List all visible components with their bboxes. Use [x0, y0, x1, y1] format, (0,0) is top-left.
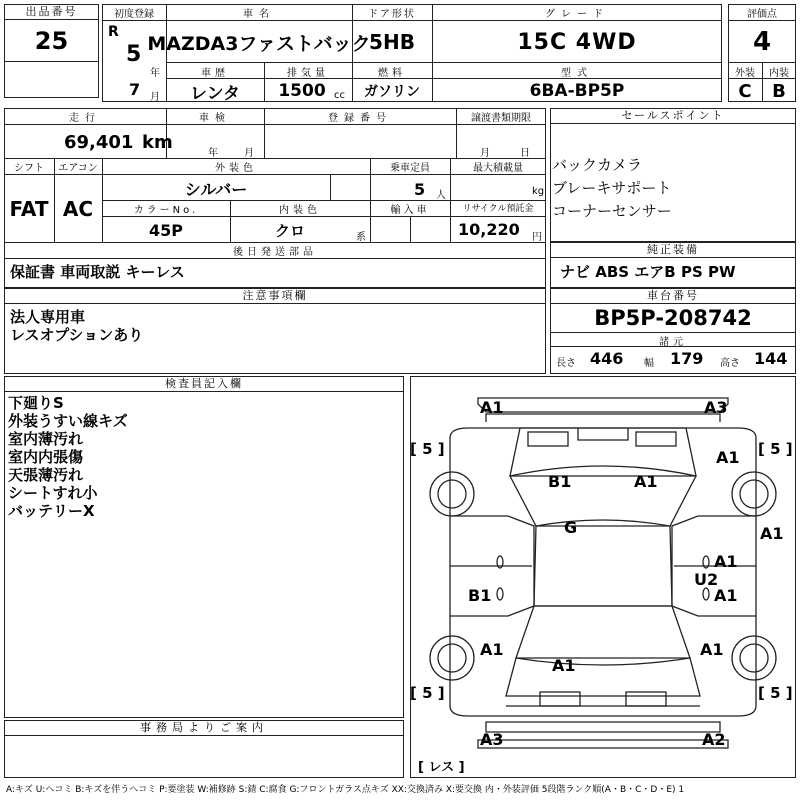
recycle-label: リサイクル預託金 — [462, 204, 534, 214]
damage-mark: A1 — [700, 640, 724, 659]
legend: A:キズ U:ヘコミ B:キズを伴うヘコミ P:要塗装 W:補修跡 S:錆 C:腐食 G:フロントガラス点キズ XX:交換済み X:要交換 内・外装評価 5段階ランク順(A・B・C・D・E) 1 — [6, 785, 685, 795]
inspector-list — [8, 394, 128, 520]
recycle-unit: 円 — [532, 232, 542, 243]
chassis-number: BP5P-208742 — [594, 306, 752, 330]
inspector-item: シートすれ小 — [8, 484, 98, 502]
shift-label: シフト — [14, 163, 44, 174]
ext-color: シルバー — [184, 179, 248, 199]
damage-mark: A1 — [634, 472, 658, 491]
ext-grade: C — [738, 80, 752, 102]
disp-label: 排気量 — [287, 68, 329, 79]
door-type: 5HB — [369, 30, 415, 54]
lot-number: 25 — [34, 27, 69, 55]
inspector-item: 室内薄汚れ — [8, 430, 84, 448]
import-label: 輸入車 — [390, 205, 430, 216]
auction-sheet — [4, 4, 796, 796]
history-label: 車歴 — [201, 68, 229, 79]
model-label: 型式 — [561, 68, 593, 79]
width: 179 — [670, 349, 704, 368]
transfer-label: 譲渡書類期限 — [471, 113, 531, 124]
spec-label: 諸元 — [659, 337, 687, 348]
int-color: クロ — [274, 221, 305, 240]
shift: FAT — [9, 196, 49, 221]
transfer-month: 月 — [480, 148, 490, 159]
grade-label: グレード — [545, 9, 609, 20]
note-item: 法人専用車 — [10, 308, 86, 326]
damage-mark: A1 — [714, 586, 738, 605]
hgt-label: 高さ — [720, 358, 740, 369]
inspector-item: 室内内張傷 — [8, 448, 84, 466]
color-number: 45P — [149, 220, 183, 240]
spare-tire: [ レス ] — [418, 760, 465, 775]
car-diagram — [410, 376, 796, 778]
later-label: 後日発送部品 — [233, 247, 317, 258]
tire-rear-right: [ 5 ] — [758, 684, 793, 702]
ac: AC — [62, 196, 94, 221]
note-item: レスオプションあり — [10, 326, 144, 344]
reg-month: 7 — [129, 80, 141, 99]
sales-item: バックカメラ — [552, 156, 643, 174]
inspector-item: 外装うすい線キズ — [8, 412, 128, 430]
inspect-year: 年 — [208, 148, 218, 159]
era: R — [108, 24, 119, 40]
damage-mark: B1 — [548, 472, 572, 491]
inspector-label: 検査員記入欄 — [4, 376, 404, 392]
reg-year: 5 — [126, 42, 142, 67]
reg-label: 初度登録 — [114, 9, 154, 20]
damage-mark: U2 — [694, 570, 719, 589]
door-label: ドア形状 — [368, 9, 416, 20]
damage-mark: A1 — [480, 640, 504, 659]
car-name: MAZDA3ファストバック — [147, 32, 371, 55]
tire-rear-left: [ 5 ] — [410, 684, 445, 702]
damage-mark: A1 — [716, 448, 740, 467]
length: 446 — [590, 349, 624, 368]
inspector-item: バッテリーX — [8, 502, 95, 520]
color-label: 外装色 — [215, 163, 257, 174]
inspect-label: 車検 — [199, 113, 231, 124]
wid-label: 幅 — [644, 358, 654, 369]
ext-label: 外装 — [735, 68, 755, 79]
damage-mark: G — [564, 518, 578, 537]
ac-label: エアコン — [58, 163, 98, 174]
equipment: ナビ ABS エアB PS PW — [560, 263, 736, 281]
int-label: 内装 — [769, 68, 789, 79]
seats-unit: 人 — [436, 190, 446, 201]
load-unit: kg — [532, 186, 545, 197]
damage-mark: A3 — [480, 730, 504, 749]
inspector-item: 天張薄汚れ — [8, 466, 84, 484]
disp-unit: cc — [334, 90, 345, 101]
intcolor-label: 内装色 — [279, 205, 321, 216]
month-unit: 月 — [150, 92, 160, 103]
grade: 15C 4WD — [517, 29, 637, 55]
damage-mark: A1 — [760, 524, 784, 543]
intcolor-unit: 系 — [356, 232, 366, 243]
sales-label: セールスポイント — [550, 108, 796, 124]
damage-mark: A2 — [702, 730, 726, 749]
tire-front-right: [ 5 ] — [758, 440, 793, 458]
sales-item: コーナーセンサー — [552, 202, 672, 220]
lot-label: 出品番号 — [4, 4, 99, 20]
int-grade: B — [772, 80, 786, 102]
score-label: 評価点 — [747, 9, 777, 20]
chassis-label: 車台番号 — [550, 288, 796, 304]
seats-label: 乗車定員 — [390, 163, 430, 174]
seats: 5 — [414, 180, 426, 199]
load-label: 最大積載量 — [473, 163, 523, 174]
history: レンタ — [190, 83, 240, 104]
transfer-day: 日 — [520, 148, 530, 159]
notes-label: 注意事項欄 — [4, 288, 546, 304]
colorno-label: カラーNo. — [133, 205, 199, 216]
regno-label: 登録番号 — [328, 113, 392, 124]
later-parts: 保証書 車両取説 キーレス — [10, 263, 185, 281]
damage-mark: A1 — [714, 552, 738, 571]
sales-list — [552, 154, 672, 223]
name-label: 車名 — [243, 9, 275, 20]
model-code: 6BA-BP5P — [529, 81, 625, 101]
notes-list — [10, 308, 143, 344]
len-label: 長さ — [556, 358, 576, 369]
displacement: 1500 — [278, 81, 326, 101]
fuel: ガソリン — [364, 84, 420, 100]
mileage-label: 走行 — [69, 113, 101, 124]
inspector-item: 下廻りS — [8, 394, 64, 412]
sales-item: ブレーキサポート — [552, 179, 672, 197]
damage-mark: B1 — [468, 586, 492, 605]
recycle-fee: 10,220 — [458, 220, 520, 239]
damage-mark: A1 — [480, 398, 504, 417]
equip-label: 純正装備 — [550, 242, 796, 258]
fuel-label: 燃料 — [378, 68, 406, 79]
mileage-unit: km — [142, 132, 173, 153]
office-label: 事務局よりご案内 — [4, 720, 404, 736]
mileage: 69,401 — [64, 132, 134, 153]
height: 144 — [754, 349, 788, 368]
tire-front-left: [ 5 ] — [410, 440, 445, 458]
damage-mark: A1 — [552, 656, 576, 675]
inspect-month: 月 — [244, 148, 254, 159]
year-unit: 年 — [150, 68, 160, 79]
damage-mark: A3 — [704, 398, 728, 417]
overall-score: 4 — [752, 27, 772, 57]
